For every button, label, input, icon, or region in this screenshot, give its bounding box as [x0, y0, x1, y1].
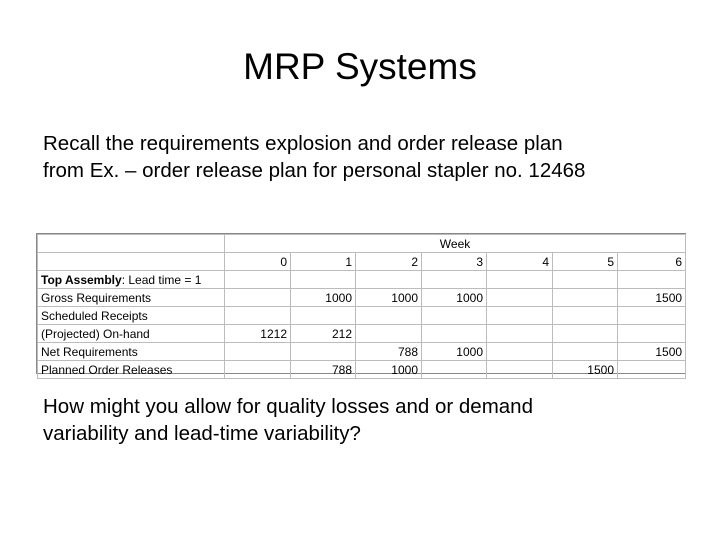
table-cell — [618, 325, 686, 343]
table-cell — [225, 289, 291, 307]
week-header: Week — [225, 235, 686, 253]
table-cell — [422, 361, 487, 379]
table-cell — [553, 307, 618, 325]
table-cell — [618, 361, 686, 379]
week-number: 0 — [225, 253, 291, 271]
table-cell — [291, 271, 356, 289]
table-cell — [356, 307, 422, 325]
table-cell — [356, 325, 422, 343]
week-number: 5 — [553, 253, 618, 271]
table-cell: 1000 — [422, 343, 487, 361]
mrp-table — [36, 233, 686, 377]
table-cell — [487, 271, 553, 289]
table-cell: 788 — [291, 361, 356, 379]
table-cell — [422, 307, 487, 325]
row-label: Net Requirements — [38, 343, 225, 361]
table-cell — [487, 325, 553, 343]
table-cell — [618, 271, 686, 289]
week-number: 4 — [487, 253, 553, 271]
question-line-1: How might you allow for quality losses and or demand — [43, 395, 533, 418]
section-label — [38, 271, 225, 289]
slide-title: MRP Systems — [243, 46, 477, 87]
table-row — [38, 343, 686, 361]
week-number: 3 — [422, 253, 487, 271]
table-cell: 1500 — [618, 343, 686, 361]
table-cell — [225, 343, 291, 361]
table-cell — [422, 325, 487, 343]
table-cell — [487, 307, 553, 325]
table-cell — [553, 271, 618, 289]
week-numbers-row — [38, 253, 686, 271]
row-label: Scheduled Receipts — [38, 307, 225, 325]
week-number: 1 — [291, 253, 356, 271]
mrp-table-grid — [37, 234, 686, 379]
week-number: 2 — [356, 253, 422, 271]
week-header-row — [38, 235, 686, 253]
corner-cell — [38, 235, 225, 253]
table-cell — [356, 271, 422, 289]
table-row — [38, 289, 686, 307]
table-cell: 1000 — [291, 289, 356, 307]
row-label: (Projected) On-hand — [38, 325, 225, 343]
row-label: Gross Requirements — [38, 289, 225, 307]
section-row — [38, 271, 686, 289]
table-cell — [291, 307, 356, 325]
table-cell: 1212 — [225, 325, 291, 343]
table-cell: 1000 — [356, 289, 422, 307]
row-label: Planned Order Releases — [38, 361, 225, 379]
intro-text — [43, 130, 713, 184]
table-cell — [487, 343, 553, 361]
table-cell: 1000 — [356, 361, 422, 379]
intro-line-1: Recall the requirements explosion and order release plan — [43, 132, 563, 155]
table-cell: 788 — [356, 343, 422, 361]
table-row — [38, 325, 686, 343]
table-cell — [225, 271, 291, 289]
table-row — [38, 361, 686, 379]
table-cell: 212 — [291, 325, 356, 343]
table-cell — [291, 343, 356, 361]
table-cell — [553, 325, 618, 343]
table-cell: 1500 — [553, 361, 618, 379]
table-cell — [225, 361, 291, 379]
table-cell — [422, 271, 487, 289]
table-cell: 1500 — [618, 289, 686, 307]
table-cell — [225, 307, 291, 325]
week-number: 6 — [618, 253, 686, 271]
question-line-2: variability and lead-time variability? — [43, 422, 361, 445]
table-cell — [487, 289, 553, 307]
table-row — [38, 307, 686, 325]
table-cell — [553, 289, 618, 307]
section-label-rest: : Lead time = 1 — [121, 272, 202, 287]
table-cell — [487, 361, 553, 379]
intro-line-2: from Ex. – order release plan for personal stapler no. 12468 — [43, 159, 586, 182]
table-cell — [553, 343, 618, 361]
question-text — [43, 393, 713, 447]
section-label-bold: Top Assembly — [41, 272, 122, 287]
table-cell — [618, 307, 686, 325]
corner-cell — [38, 253, 225, 271]
table-cell: 1000 — [422, 289, 487, 307]
